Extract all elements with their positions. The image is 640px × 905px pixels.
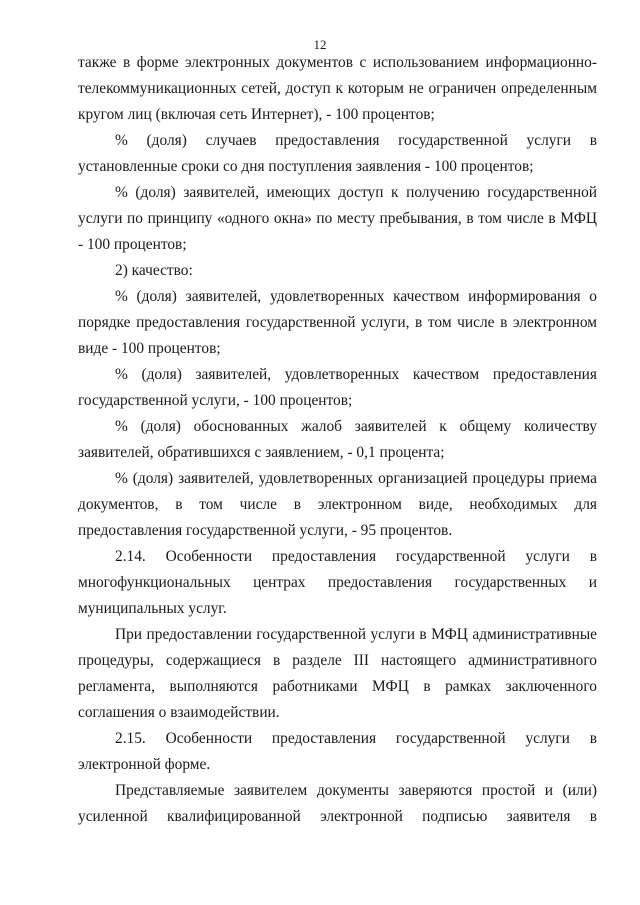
paragraph: 2) качество: [115, 262, 193, 279]
paragraph: При предоставлении государственной услуги в МФЦ административные процедуры, содержащиеся в разделе III настоящего административного регламента, выполняются работниками МФЦ в рамках заключенного соглашения о взаимодействии. [78, 626, 597, 721]
paragraph: Представляемые заявителем документы заверяются простой и (или) усиленной квалифицированной электронной подписью заявителя в [78, 782, 597, 825]
paragraph: % (доля) обоснованных жалоб заявителей к общему количеству заявителей, обратившихся с заявлением, - 0,1 процента; [78, 418, 597, 461]
page-number: 12 [313, 37, 327, 52]
document-body [78, 50, 597, 830]
paragraph: % (доля) случаев предоставления государственной услуги в установленные сроки со дня поступления заявления - 100 процентов; [78, 132, 597, 175]
paragraph: % (доля) заявителей, удовлетворенных качеством информирования о порядке предоставления государственной услуги, в том числе в электронном виде - 100 процентов; [78, 288, 597, 357]
paragraph: % (доля) заявителей, удовлетворенных качеством предоставления государственной услуги, - 100 процентов; [78, 366, 597, 409]
paragraph: % (доля) заявителей, удовлетворенных организацией процедуры приема документов, в том числе в электронном виде, необходимых для предоставления государственной услуги, - 95 процентов. [78, 470, 597, 539]
paragraph: 2.15. Особенности предоставления государственной услуги в электронной форме. [78, 730, 597, 773]
paragraph: также в форме электронных документов с использованием информационно-телекоммуникационных сетей, доступ к которым не ограничен определенным кругом лиц (включая сеть Интернет), - 100 процентов; [78, 54, 597, 123]
paragraph: % (доля) заявителей, имеющих доступ к получению государственной услуги по принципу «одного окна» по месту пребывания, в том числе в МФЦ - 100 процентов; [78, 184, 597, 253]
paragraph: 2.14. Особенности предоставления государственной услуги в многофункциональных центрах предоставления государственных и муниципальных услуг. [78, 548, 597, 617]
